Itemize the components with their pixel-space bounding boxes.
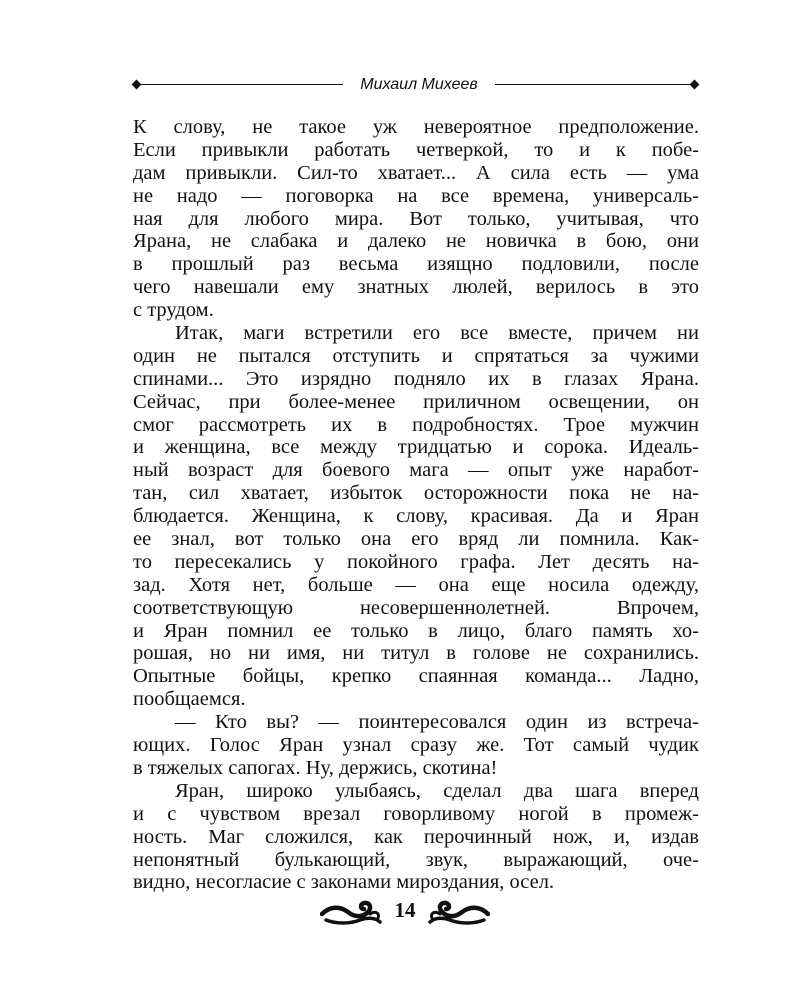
- text-line: и женщина, все между тридцатью и сорока. Идеаль-: [133, 436, 699, 459]
- text-line: ющих. Голос Яран узнал сразу же. Тот самый чудик: [133, 734, 699, 757]
- text-line: рошая, но ни имя, ни титул в голове не сохранились.: [133, 642, 699, 665]
- text-line: Сейчас, при более-менее приличном освещении, он: [133, 390, 699, 413]
- text-line: — Кто вы? — поинтересовался один из встреча-: [175, 711, 699, 734]
- text-line: Если привыкли работать четверкой, то и к побе-: [133, 138, 699, 161]
- text-line: один не пытался отступить и спрятаться за чужими: [133, 344, 699, 367]
- text-line: ее знал, вот только она его вряд ли помнила. Как-: [133, 528, 699, 551]
- text-line: и с чувством врезал говорливому ногой в промеж-: [133, 802, 699, 825]
- page-footer: [320, 892, 490, 932]
- text-line: в прошлый раз весьма изящно подловили, после: [133, 253, 699, 276]
- text-line: Опытные бойцы, крепко спаянная команда... Ладно,: [133, 665, 699, 688]
- text-line: дам привыкли. Сил-то хватает... А сила есть — ума: [133, 161, 699, 184]
- text-line: с трудом.: [133, 299, 214, 322]
- running-header: [133, 74, 698, 96]
- text-line: не надо — поговорка на все времена, универсаль-: [133, 184, 699, 207]
- text-line: и Яран помнил ее только в лицо, благо память хо-: [133, 619, 699, 642]
- text-line: блюдается. Женщина, к слову, красивая. Да и Яран: [133, 505, 699, 528]
- text-line: смог рассмотреть их в подробностях. Трое мужчин: [133, 413, 699, 436]
- text-line: пообщаемся.: [133, 688, 246, 711]
- text-line: ный возраст для боевого мага — опыт уже наработ-: [133, 459, 699, 482]
- text-line: Яран, широко улыбаясь, сделал два шага вперед: [175, 779, 699, 802]
- text-line: чего навешали ему знатных люлей, верилось в это: [133, 276, 699, 299]
- text-line: видно, несогласие с законами мироздания, осел.: [133, 871, 555, 894]
- swirl-ornament-left-icon: [320, 896, 382, 928]
- text-line: непонятный булькающий, звук, выражающий, оче-: [133, 848, 699, 871]
- text-line: то пересекались у покойного графа. Лет десять на-: [133, 550, 699, 573]
- text-line: Итак, маги встретили его все вместе, причем ни: [175, 322, 699, 345]
- text-line: в тяжелых сапогах. Ну, держись, скотина!: [133, 756, 498, 779]
- text-line: ность. Маг сложился, как перочинный нож, и, издав: [133, 825, 699, 848]
- text-line: тан, сил хватает, избыток осторожности пока не на-: [133, 482, 699, 505]
- header-author: Михаил Михеев: [360, 76, 478, 93]
- text-line: соответствующую несовершеннолетней. Впрочем,: [133, 596, 699, 619]
- text-line: зад. Хотя нет, больше — она еще носила одежду,: [133, 573, 699, 596]
- header-rule-left: [139, 84, 343, 85]
- text-line: Ярана, не слабака и далеко не новичка в бою, они: [133, 230, 699, 253]
- page-number: 14: [394, 898, 416, 922]
- text-line: ная для любого мира. Вот только, учитывая, что: [133, 207, 699, 230]
- swirl-ornament-right-icon: [428, 896, 490, 928]
- header-rule-right: [495, 84, 691, 85]
- header-diamond-right: [690, 80, 700, 90]
- text-line: спинами... Это изрядно подняло их в глазах Ярана.: [133, 367, 699, 390]
- page-body: [133, 116, 699, 894]
- text-line: К слову, не такое уж невероятное предположение.: [133, 116, 699, 138]
